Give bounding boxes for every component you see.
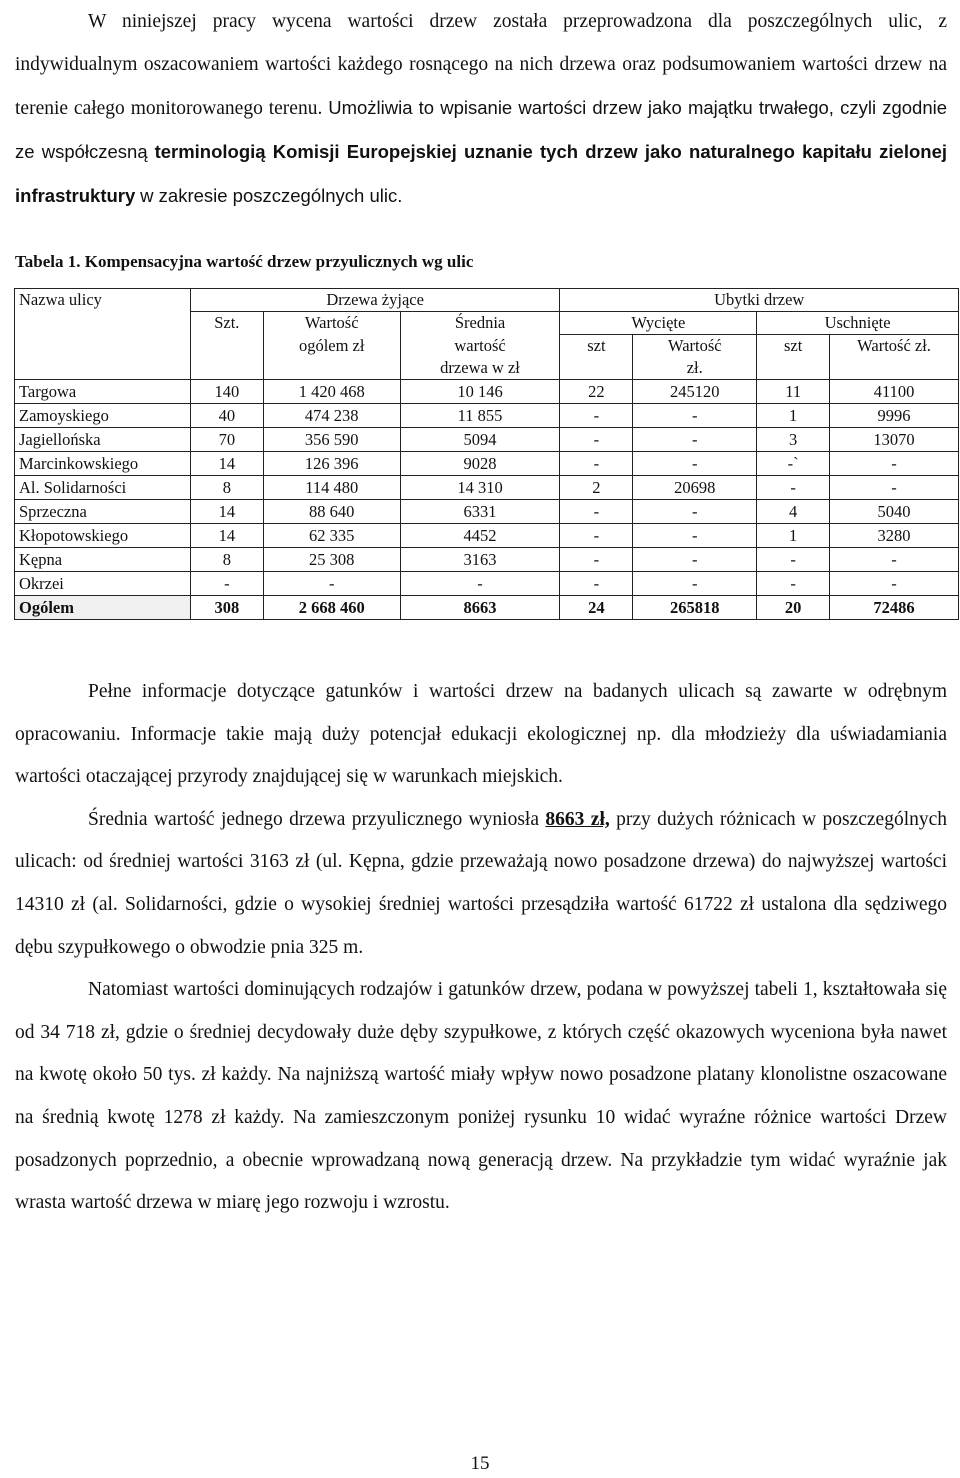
value-cell: - (560, 428, 633, 452)
value-cell: - (633, 428, 757, 452)
value-cell: 3163 (400, 548, 560, 572)
table-body (15, 380, 959, 596)
value-cell: 14 (190, 500, 263, 524)
value-cell: 13070 (830, 428, 959, 452)
header-cut: Wycięte (560, 312, 757, 335)
value-cell: 126 396 (263, 452, 400, 476)
value-cell: 70 (190, 428, 263, 452)
value-cell: 9996 (830, 404, 959, 428)
header-avg-line3: drzewa w zł (400, 357, 560, 380)
body-paragraph-2a: Średnia wartość jednego drzewa przyulicznego wyniosła (88, 808, 540, 830)
header-avg-line1: Średnia (400, 312, 560, 335)
street-name-cell: Okrzei (15, 572, 191, 596)
page-number: 15 (470, 1453, 490, 1474)
value-cell: - (830, 548, 959, 572)
value-cell: 4 (757, 500, 830, 524)
value-cell: 14 (190, 452, 263, 476)
value-cell: - (560, 452, 633, 476)
header-count: Szt. (190, 312, 263, 335)
header-dried: Uschnięte (757, 312, 959, 335)
table-row (15, 452, 959, 476)
value-cell: 62 335 (263, 524, 400, 548)
table-row (15, 500, 959, 524)
table-row (15, 380, 959, 404)
value-cell: - (830, 572, 959, 596)
street-name-cell: Kłopotowskiego (15, 524, 191, 548)
value-cell: 5040 (830, 500, 959, 524)
average-value-highlight: 8663 zł, (545, 808, 610, 830)
value-cell: - (400, 572, 560, 596)
header-cut-value-line1: Wartość (633, 335, 757, 358)
header-cut-value-line2: zł. (633, 357, 757, 380)
street-name-cell: Targowa (15, 380, 191, 404)
value-cell: - (560, 500, 633, 524)
value-cell: - (633, 572, 757, 596)
value-cell: - (560, 524, 633, 548)
table-caption-text: Kompensacyjna wartość drzew przyulicznych wg ulic (84, 252, 474, 271)
body-paragraph-2 (15, 799, 947, 969)
value-cell: 1 (757, 404, 830, 428)
value-cell: 5094 (400, 428, 560, 452)
value-cell: 245120 (633, 380, 757, 404)
body-paragraph-2c: przy dużych różnicach w poszczególnych ulicach: od średniej wartości 3163 zł (ul. Kępna, gdzie przeważają nowo posadzone drzewa) do najwyższej wartości 14310 zł (al. Solidarności, gdzie o wysokiej średniej wartości przesądziła wartość 61722 zł ustalona dla sędziwego dębu szypułkowego o obwodzie pnia 325 m. (15, 808, 948, 958)
total-cell: 20 (757, 596, 830, 620)
value-cell: 474 238 (263, 404, 400, 428)
total-cell: Ogólem (15, 596, 191, 620)
body-paragraph-3: Natomiast wartości dominujących rodzajów i gatunków drzew, podana w powyższej tabeli 1, kształtowała się od 34 718 zł, gdzie o średniej decydowały duże dęby szypułkowe, z których część okazowych wyceniona była nawet na kwotę około 50 tys. zł każdy. Na najniższą wartość miały wpływ nowo posadzone platany klonolistne oszacowane na średnią kwotę 1278 zł każdy. Na zamieszczonym poniżej rysunku 10 widać wyraźne różnice wartości Drzew posadzonych poprzednio, a obecnie wprowadzaną nową generacją drzew. Na przykładzie tym widać wyraźnie jak wrasta wartość drzewa w miarę jego rozwoju i wzrostu. (15, 979, 947, 1214)
value-cell: - (263, 572, 400, 596)
value-cell: - (830, 452, 959, 476)
value-cell: 1 420 468 (263, 380, 400, 404)
value-cell: 88 640 (263, 500, 400, 524)
street-name-cell: Kępna (15, 548, 191, 572)
street-name-cell: Jagiellońska (15, 428, 191, 452)
value-cell: 8 (190, 548, 263, 572)
tree-value-table (14, 288, 959, 620)
total-cell: 24 (560, 596, 633, 620)
body-text (15, 671, 947, 1225)
value-cell: 3 (757, 428, 830, 452)
value-cell: 114 480 (263, 476, 400, 500)
value-cell: - (633, 404, 757, 428)
value-cell: 11 (757, 380, 830, 404)
value-cell: - (757, 476, 830, 500)
street-name-cell: Zamoyskiego (15, 404, 191, 428)
value-cell: 22 (560, 380, 633, 404)
table-caption (15, 252, 473, 272)
value-cell: - (633, 452, 757, 476)
value-cell: 10 146 (400, 380, 560, 404)
value-cell: 20698 (633, 476, 757, 500)
value-cell: 25 308 (263, 548, 400, 572)
table-row (15, 428, 959, 452)
table-row (15, 476, 959, 500)
total-cell: 8663 (400, 596, 560, 620)
value-cell: 3280 (830, 524, 959, 548)
value-cell: - (633, 548, 757, 572)
intro-sentence-2c: w zakresie poszczególnych ulic. (140, 185, 403, 206)
table-row (15, 572, 959, 596)
table-row (15, 404, 959, 428)
street-name-cell: Sprzeczna (15, 500, 191, 524)
street-name-cell: Al. Solidarności (15, 476, 191, 500)
total-cell: 2 668 460 (263, 596, 400, 620)
intro-sentence-1: W niniejszej pracy wycena wartości drzew została przeprowadzona dla poszczególnych ulic, z indywidualnym oszacowaniem wartości każdego rosnącego na nich drzewa oraz podsumowaniem wartości drzew na terenie całego monitorowanego terenu. (15, 11, 947, 119)
value-cell: - (560, 404, 633, 428)
value-cell: - (560, 572, 633, 596)
value-cell: 1 (757, 524, 830, 548)
intro-sentence-2a: Umożliwia to wpisanie wartości drzew jako majątku trwałego, czyli zgodnie ze współczesną (15, 97, 948, 162)
value-cell: 9028 (400, 452, 560, 476)
value-cell: 140 (190, 380, 263, 404)
header-total-value-line1: Wartość (263, 312, 400, 335)
value-cell: - (190, 572, 263, 596)
value-cell: - (633, 524, 757, 548)
total-cell: 265818 (633, 596, 757, 620)
value-cell: - (830, 476, 959, 500)
value-cell: 40 (190, 404, 263, 428)
table-total-row (15, 596, 959, 620)
total-cell: 72486 (830, 596, 959, 620)
header-cut-count: szt (560, 335, 633, 358)
header-avg-line2: wartość (400, 335, 560, 358)
header-dried-value: Wartość zł. (830, 335, 959, 358)
header-dried-count: szt (757, 335, 830, 358)
intro-sentence-2b: terminologią Komisji Europejskiej uznanie tych drzew jako naturalnego kapitału zielonej infrastruktury (15, 141, 948, 206)
body-paragraph-1: Pełne informacje dotyczące gatunków i wartości drzew na badanych ulicach są zawarte w odrębnym opracowaniu. Informacje takie mają duży potencjał edukacji ekologicznej np. dla młodzieży dla uświadamiania wartości otaczającej przyrody znajdującej się w warunkach miejskich. (15, 681, 947, 788)
value-cell: - (757, 572, 830, 596)
value-cell: 4452 (400, 524, 560, 548)
header-street-name: Nazwa ulicy (15, 289, 191, 312)
value-cell: 6331 (400, 500, 560, 524)
total-cell: 308 (190, 596, 263, 620)
table-row (15, 524, 959, 548)
value-cell: 11 855 (400, 404, 560, 428)
intro-paragraph (15, 0, 947, 218)
value-cell: - (757, 548, 830, 572)
value-cell: 14 (190, 524, 263, 548)
table-row (15, 548, 959, 572)
value-cell: 2 (560, 476, 633, 500)
value-cell: - (633, 500, 757, 524)
header-total-value-line2: ogólem zł (263, 335, 400, 358)
street-name-cell: Marcinkowskiego (15, 452, 191, 476)
header-living-trees: Drzewa żyjące (190, 289, 560, 312)
value-cell: 14 310 (400, 476, 560, 500)
value-cell: 41100 (830, 380, 959, 404)
value-cell: -` (757, 452, 830, 476)
value-cell: - (560, 548, 633, 572)
header-tree-losses: Ubytki drzew (560, 289, 959, 312)
value-cell: 8 (190, 476, 263, 500)
value-cell: 356 590 (263, 428, 400, 452)
table-caption-label: Tabela 1. (15, 252, 81, 271)
